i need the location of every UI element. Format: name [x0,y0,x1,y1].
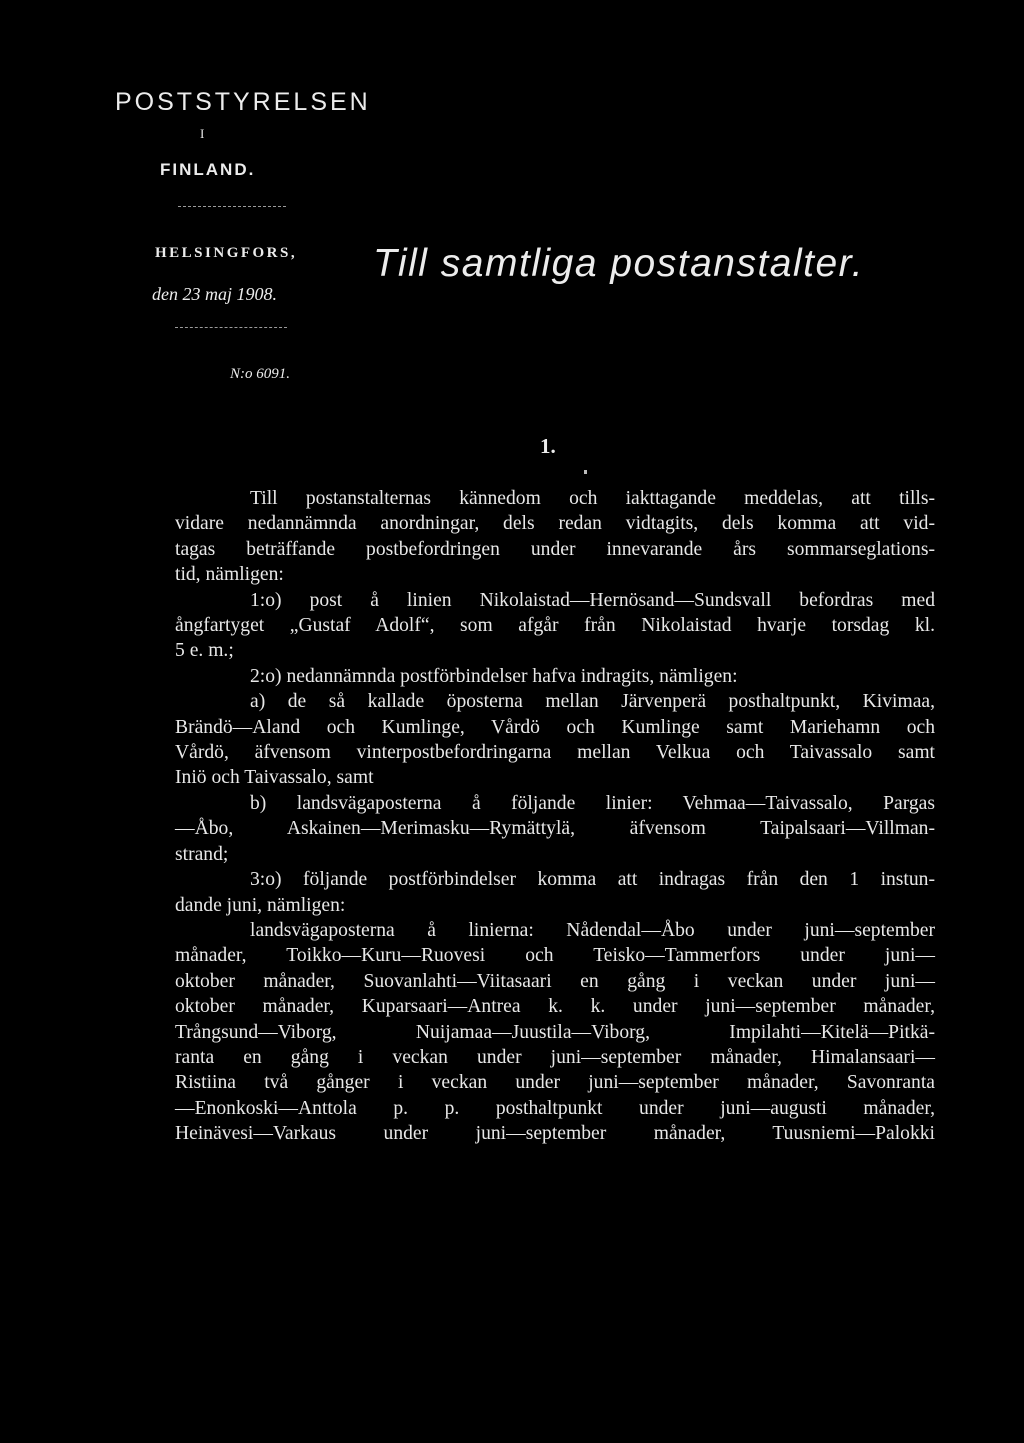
body-line: månader, Toikko—Kuru—Ruovesi och Teisko—Tammerfors under juni— [175,945,935,967]
body-line: Till postanstalternas kännedom och iakttagande meddelas, att tills- [250,488,935,509]
body-line: 5 e. m.; [175,640,234,662]
body-line: vidare nedannämnda anordningar, dels redan vidtagits, dels komma att vid- [175,513,935,535]
body-line: ranta en gång i veckan under juni—september månader, Himalansaari— [175,1046,935,1068]
body-line: a) de så kallade öposterna mellan Järvenperä posthaltpunkt, Kivimaa, [250,691,935,713]
document-number: N:o 6091. [230,366,290,382]
body-line: Brändö—Aland och Kumlinge, Vårdö och Kumlinge samt Mariehamn och [175,716,935,738]
issuer-title: POSTSTYRELSEN [115,88,371,116]
body-line: oktober månader, Kuparsaari—Antrea k. k. under juni—september månader, [175,996,935,1018]
header-divider-top [178,206,286,207]
issue-city: HELSINGFORS, [155,245,298,261]
body-line: Trångsund—Viborg, Nuijamaa—Juustila—Viborg, Impilahti—Kitelä—Pitkä- [175,1021,935,1043]
addressee-heading: Till samtliga postanstalter. [373,242,865,285]
body-line: ångfartyget „Gustaf Adolf“, som afgår från Nikolaistad hvarje torsdag kl. [175,615,935,637]
issuer-subtitle: I [200,126,205,141]
header-divider-bottom [175,327,287,328]
body-line: tid, nämligen: [175,564,284,586]
issuer-country: FINLAND. [160,160,256,179]
body-line: tagas beträffande postbefordringen under innevarande års sommarseglations- [175,538,935,560]
body-line: —Enonkoski—Anttola p. p. posthaltpunkt under juni—augusti månader, [175,1097,935,1119]
body-line: 1:o) post å linien Nikolaistad—Hernösand—Sundsvall befordras med [250,589,935,611]
body-line: Vårdö, äfvensom vinterpostbefordringarna mellan Velkua och Taivassalo samt [175,742,935,764]
body-line: dande juni, nämligen: [175,894,346,916]
section-number: 1. [540,434,556,458]
body-line: Iniö och Taivassalo, samt [175,767,374,789]
body-line: —Åbo, Askainen—Merimasku—Rymättylä, äfvensom Taipalsaari—Villman- [175,818,935,840]
body-line: strand; [175,843,229,865]
body-line: oktober månader, Suovanlahti—Viitasaari en gång i veckan under juni— [175,970,935,992]
body-line: Heinävesi—Varkaus under juni—september månader, Tuusniemi—Palokki [175,1123,935,1145]
body-line: landsvägaposterna å linierna: Nådendal—Åbo under juni—september [250,919,935,941]
body-line: b) landsvägaposterna å följande linier: Vehmaa—Taivassalo, Pargas [250,792,935,814]
body-line: Ristiina två gånger i veckan under juni—september månader, Savonranta [175,1072,935,1094]
body-line: 2:o) nedannämnda postförbindelser hafva indragits, nämligen: [250,665,738,687]
letter-body [175,486,935,1147]
body-line: 3:o) följande postförbindelser komma att indragas från den 1 instun- [250,869,935,891]
issue-date: den 23 maj 1908. [152,284,277,304]
ink-speck [584,470,587,474]
